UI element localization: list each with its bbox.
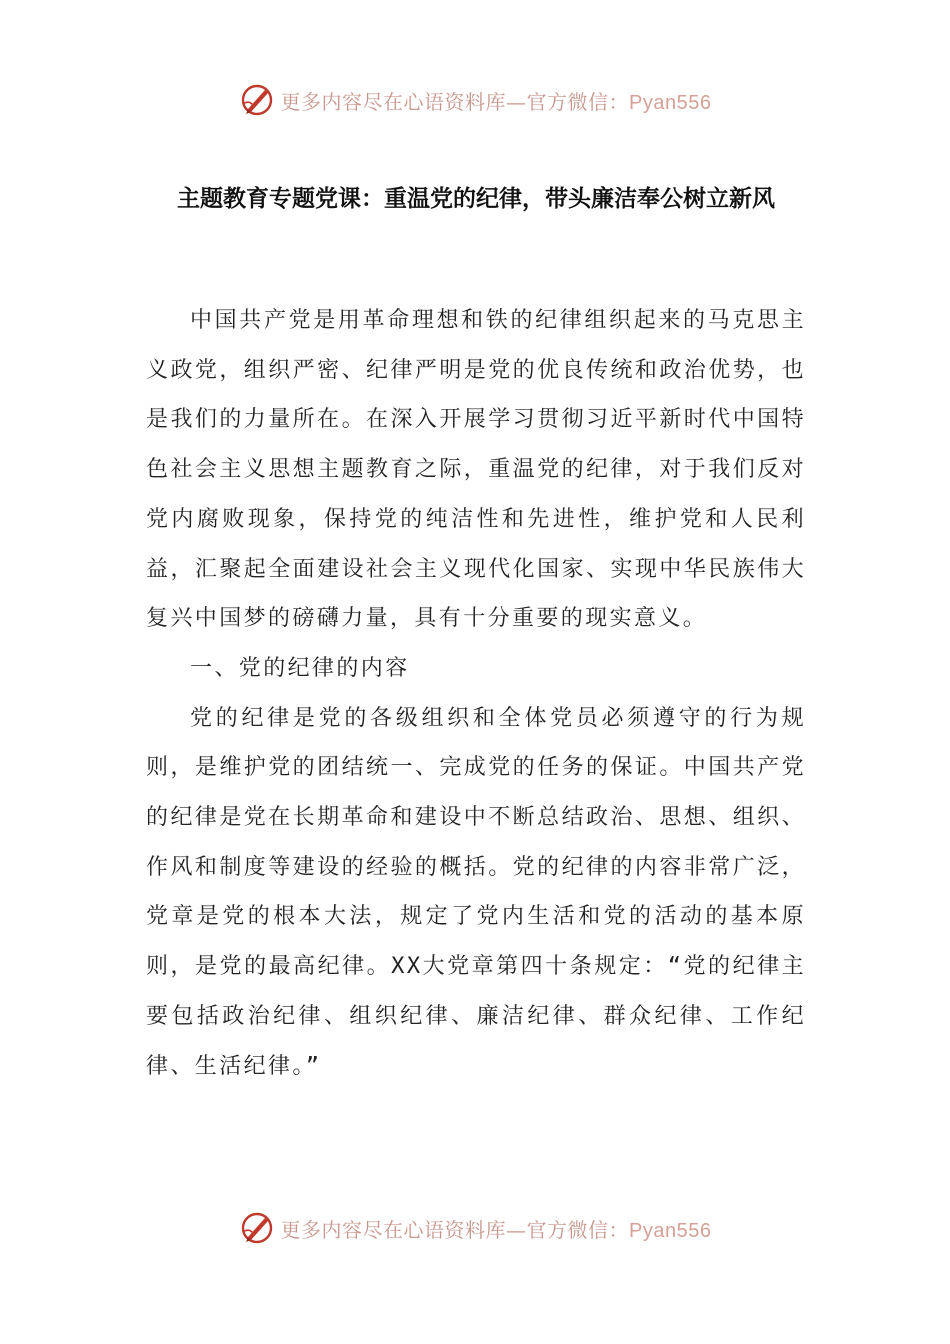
section-heading: 一、党的纪律的内容 (190, 655, 410, 681)
watermark-text (281, 1214, 712, 1243)
pen-circle-logo-icon (239, 1210, 275, 1246)
pen-circle-logo-icon (239, 82, 275, 118)
document-body (146, 296, 806, 1091)
paragraph-discipline-content: 党的纪律是党的各级组织和全体党员必须遵守的行为规则，是维护党的团结统一、完成党的任务的保证。中国共产党的纪律是党在长期革命和建设中不断总结政治、思想、组织、作风和制度等建设的经验的概括。党的纪律的内容非常广泛，党章是党的根本大法，规定了党内生活和党的活动的基本原则，是党的最高纪律。XX大党章第四十条规定：“党的纪律主要包括政治纪律、组织纪律、廉洁纪律、群众纪律、工作纪律、生活纪律。” (146, 705, 806, 1079)
watermark-text (281, 86, 712, 115)
watermark-label: 更多内容尽在心语资料库—官方微信： (280, 89, 630, 114)
footer-watermark (0, 1210, 950, 1246)
watermark-label: 更多内容尽在心语资料库—官方微信： (280, 1217, 630, 1242)
paragraph-intro: 中国共产党是用革命理想和铁的纪律组织起来的马克思主义政党，组织严密、纪律严明是党的优良传统和政治优势，也是我们的力量所在。在深入开展学习贯彻习近平新时代中国特色社会主义思想主题教育之际，重温党的纪律，对于我们反对党内腐败现象，保持党的纯洁性和先进性，维护党和人民利益，汇聚起全面建设社会主义现代化国家、实现中华民族伟大复兴中国梦的磅礴力量，具有十分重要的现实意义。 (146, 308, 806, 632)
document-title: 主题教育专题党课：重温党的纪律，带头廉洁奉公树立新风 (177, 186, 775, 212)
watermark-brand: Pyan556 (629, 91, 712, 114)
header-watermark (0, 82, 950, 118)
watermark-brand: Pyan556 (629, 1219, 712, 1242)
